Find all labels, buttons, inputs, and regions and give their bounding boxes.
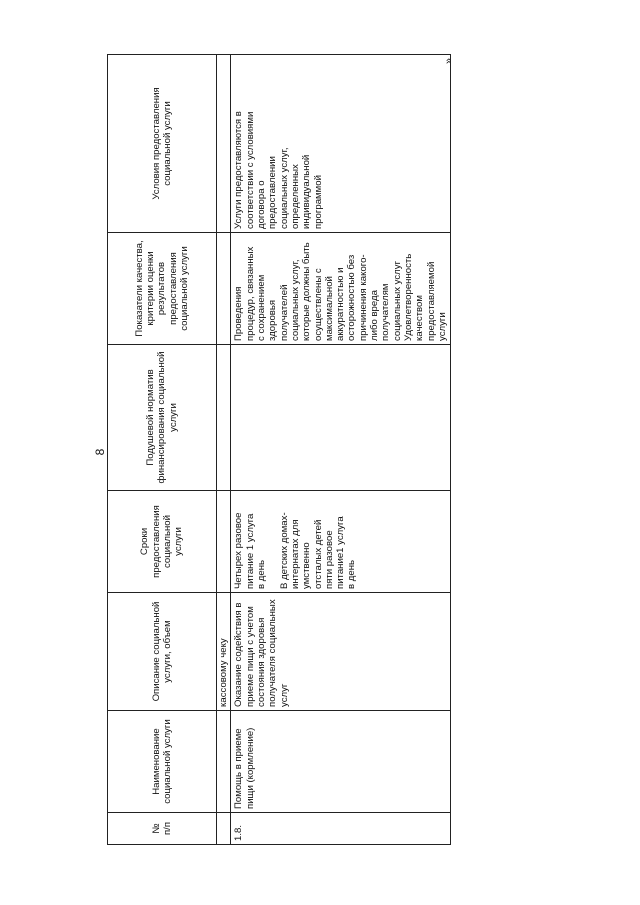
trailing-quote-mark: » — [443, 57, 456, 65]
cell — [217, 813, 231, 845]
service-name: Помощь в приеме пищи (кормление) — [231, 711, 451, 813]
cell: кассовому чеку — [217, 593, 231, 711]
service-conditions: Услуги предоставляются в соответствии с условиями договора о предоставлении социальных услуг, определенных индивидуальной программой — [231, 55, 451, 233]
cell — [217, 55, 231, 233]
social-services-table — [107, 54, 451, 845]
cell — [217, 491, 231, 593]
funding-norm — [231, 345, 451, 491]
cell — [217, 345, 231, 491]
page-number: 8 — [93, 448, 107, 456]
header-description: Описание социальной услуги, объем — [108, 593, 217, 711]
header-terms: Сроки предоставления социальной услуги — [108, 491, 217, 593]
rotated-table-wrapper — [107, 55, 448, 845]
row-number: 1.8. — [231, 813, 451, 845]
header-quality-indicators: Показатели качества, критерии оценки результатов предоставления социальной услуги — [108, 233, 217, 345]
cell — [217, 711, 231, 813]
quality-indicators: Проведения процедур, связанных с сохранением здоровья получателей социальных услуг, которые должны быть осуществлены с максимальной аккуратностью и осторожностью без причинения какого- либо вреда получателям социальных услуг Удовлетворенность качеством предоставляемой услуги — [231, 233, 451, 345]
header-funding-norm: Подушевой норматив финансирования социальной услуги — [108, 345, 217, 491]
service-description: Оказание содействия в приеме пищи с учетом состояния здоровья получателя социальных услуг — [231, 593, 451, 711]
cell — [217, 233, 231, 345]
continuation-row — [217, 55, 231, 845]
table-row — [231, 55, 451, 845]
header-number: № п/п — [108, 813, 217, 845]
header-row — [108, 55, 217, 845]
service-terms: Четырех разовое питание 1 услуга в день В детских домах- интернатах для умственно отсталых детей пяти разовое питание1 услуга в день — [231, 491, 451, 593]
header-service-name: Наименование социальной услуги — [108, 711, 217, 813]
header-conditions: Условия предоставления социальной услуги — [108, 55, 217, 233]
